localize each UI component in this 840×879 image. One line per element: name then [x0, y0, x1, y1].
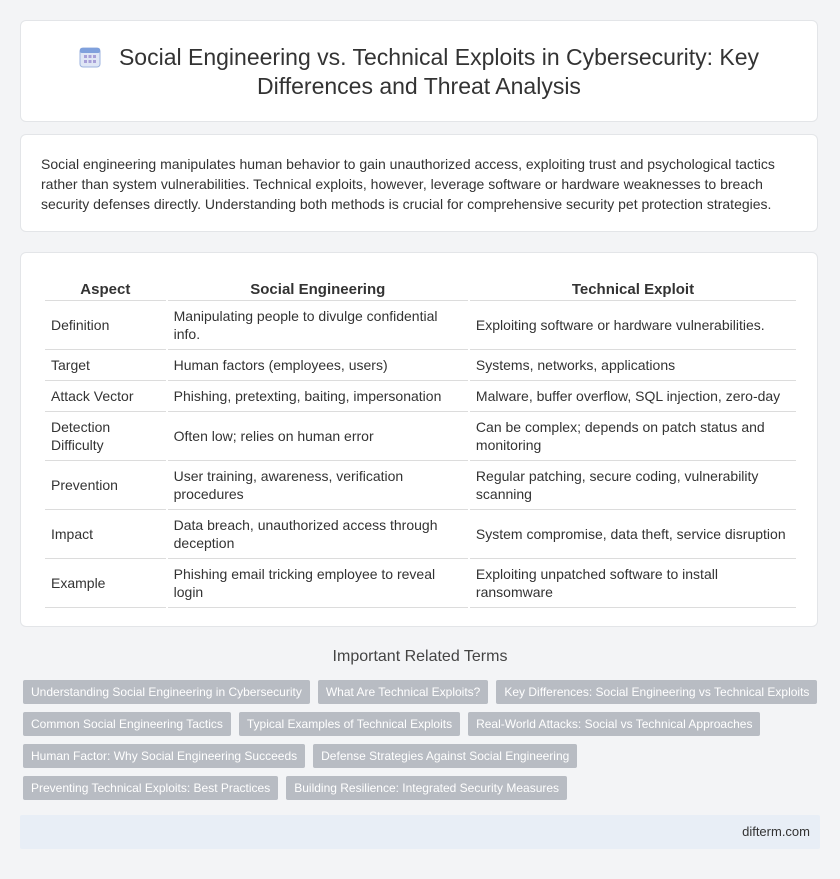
table-row: [45, 510, 796, 559]
intro-card: [20, 134, 818, 232]
related-term-tag[interactable]: Real-World Attacks: Social vs Technical Approaches: [468, 712, 760, 736]
table-cell: Human factors (employees, users): [168, 350, 468, 381]
table-cell: User training, awareness, verification procedures: [168, 461, 468, 510]
table-cell: Prevention: [45, 461, 166, 510]
related-term-tag[interactable]: Human Factor: Why Social Engineering Succeeds: [23, 744, 305, 768]
table-cell: Impact: [45, 510, 166, 559]
calendar-grid-icon: [79, 46, 101, 68]
table-cell: Exploiting unpatched software to install ransomware: [470, 559, 796, 608]
intro-text: Social engineering manipulates human behavior to gain unauthorized access, exploiting trust and psychological tactics rather than system vulnerabilities. Technical exploits, however, leverage software or hardware weaknesses to breach security defenses directly. Understanding both methods is crucial for comprehensive security pet protection strategies.: [41, 156, 775, 212]
related-terms-title: Important Related Terms: [332, 648, 508, 665]
table-row: [45, 350, 796, 381]
table-row: [45, 381, 796, 412]
related-term-tag[interactable]: Key Differences: Social Engineering vs Technical Exploits: [496, 680, 817, 704]
related-term-tag[interactable]: Defense Strategies Against Social Engineering: [313, 744, 577, 768]
table-cell: Phishing email tricking employee to reveal login: [168, 559, 468, 608]
table-cell: Definition: [45, 301, 166, 350]
table-cell: Regular patching, secure coding, vulnerability scanning: [470, 461, 796, 510]
tag-row: [23, 712, 823, 736]
tag-row: [23, 776, 823, 800]
table-cell: Target: [45, 350, 166, 381]
tag-row: [23, 744, 823, 768]
table-header-row: [45, 275, 796, 301]
table-cell: Attack Vector: [45, 381, 166, 412]
header-card: [20, 20, 818, 122]
table-row: [45, 412, 796, 461]
table-cell: Often low; relies on human error: [168, 412, 468, 461]
related-term-tag[interactable]: Typical Examples of Technical Exploits: [239, 712, 460, 736]
footer: [20, 815, 820, 849]
related-term-tag[interactable]: Preventing Technical Exploits: Best Practices: [23, 776, 278, 800]
page-title: Social Engineering vs. Technical Exploits in Cybersecurity: Key Differences and Threat Analysis: [118, 44, 760, 99]
column-header: Technical Exploit: [470, 275, 796, 301]
table-cell: Detection Difficulty: [45, 412, 166, 461]
comparison-table: [43, 275, 798, 608]
table-cell: Exploiting software or hardware vulnerabilities.: [470, 301, 796, 350]
table-cell: Data breach, unauthorized access through deception: [168, 510, 468, 559]
related-terms-list: [23, 680, 823, 808]
column-header: Aspect: [45, 275, 166, 301]
related-term-tag[interactable]: Common Social Engineering Tactics: [23, 712, 231, 736]
table-cell: Manipulating people to divulge confidential info.: [168, 301, 468, 350]
related-term-tag[interactable]: Building Resilience: Integrated Security Measures: [286, 776, 567, 800]
page-title-wrap: [21, 43, 817, 101]
table-cell: Phishing, pretexting, baiting, impersonation: [168, 381, 468, 412]
table-row: [45, 559, 796, 608]
table-cell: Malware, buffer overflow, SQL injection, zero-day: [470, 381, 796, 412]
table-cell: Can be complex; depends on patch status and monitoring: [470, 412, 796, 461]
site-link[interactable]: difterm.com: [742, 824, 810, 839]
table-cell: Example: [45, 559, 166, 608]
table-row: [45, 301, 796, 350]
comparison-card: [20, 252, 818, 627]
table-cell: System compromise, data theft, service disruption: [470, 510, 796, 559]
table-row: [45, 461, 796, 510]
table-cell: Systems, networks, applications: [470, 350, 796, 381]
column-header: Social Engineering: [168, 275, 468, 301]
tag-row: [23, 680, 823, 704]
related-term-tag[interactable]: Understanding Social Engineering in Cybersecurity: [23, 680, 310, 704]
related-term-tag[interactable]: What Are Technical Exploits?: [318, 680, 489, 704]
